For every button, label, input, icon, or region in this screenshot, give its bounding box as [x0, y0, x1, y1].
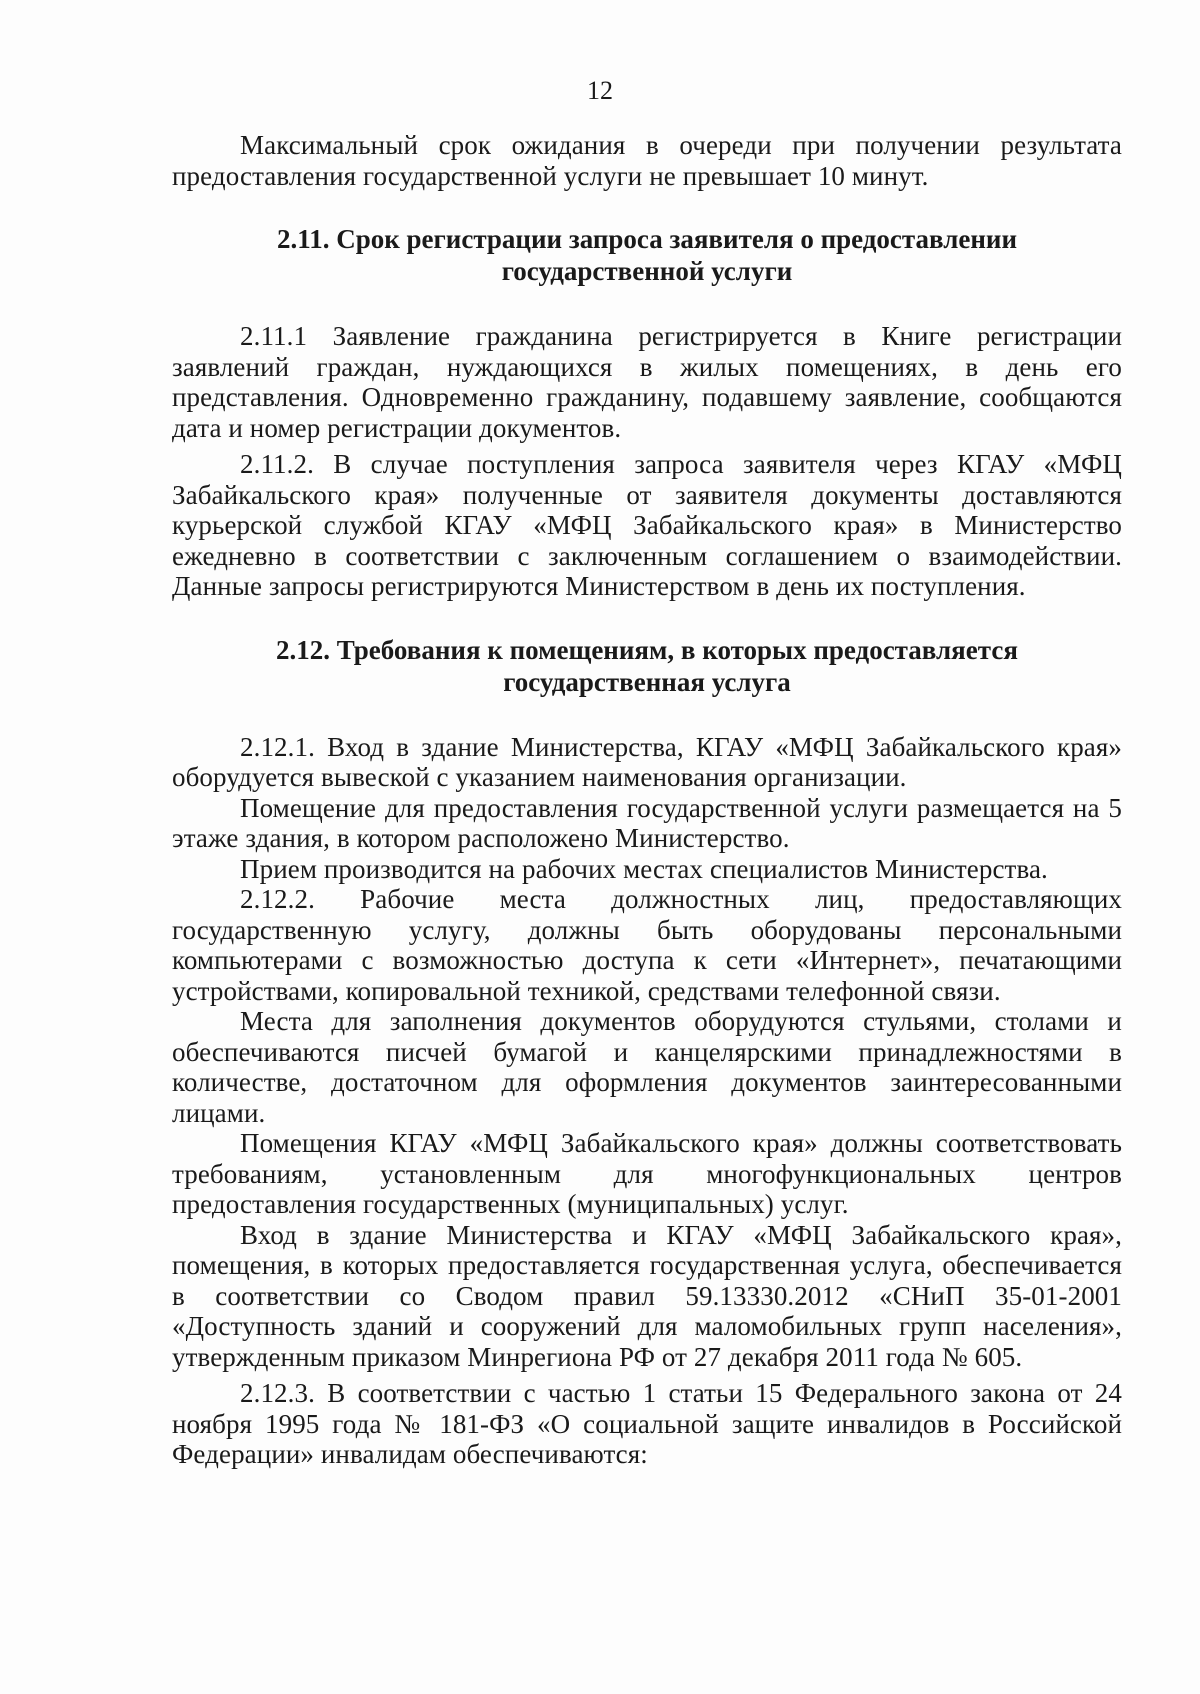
- section-2-11-heading: 2.11. Срок регистрации запроса заявителя о предоставлении государственной услуги: [276, 224, 1018, 286]
- paragraph-reception: Прием производится на рабочих местах специалистов Министерства.: [240, 853, 1048, 884]
- paragraph-filling-places: Места для заполнения документов оборудуются стульями, столами и обеспечиваются писчей бумагой и канцелярскими принадлежностями в количестве, достаточном для оформления документов заинтересованными лицами.: [172, 1006, 1122, 1128]
- intro-paragraph: Максимальный срок ожидания в очереди при получении результата предоставления государственной услуги не превышает 10 минут.: [172, 130, 1122, 191]
- section-2-12-heading: 2.12. Требования к помещениям, в которых предоставляется государственная услуга: [276, 634, 1018, 697]
- paragraph-2-11-1: 2.11.1 Заявление гражданина регистрируется в Книге регистрации заявлений граждан, нуждающихся в жилых помещениях, в день его представления. Одновременно гражданину, подавшему заявление, сообщаются дата и номер регистрации документов.: [172, 321, 1122, 443]
- paragraph-2-12-2: 2.12.2. Рабочие места должностных лиц, предоставляющих государственную услугу, должны быть оборудованы персональными компьютерами с возможностью доступа к сети «Интернет», печатающими устройствами, копировальной техникой, средствами телефонной связи.: [172, 884, 1122, 1006]
- document-body: [172, 130, 1122, 1470]
- paragraph-2-11-2: 2.11.2. В случае поступления запроса заявителя через КГАУ «МФЦ Забайкальского края» полученные от заявителя документы доставляются курьерской службой КГАУ «МФЦ Забайкальского края» в Министерство ежедневно в соответствии с заключенным соглашением о взаимодействии. Данные запросы регистрируются Министерством в день их поступления.: [172, 449, 1122, 601]
- page-number: 12: [587, 76, 613, 105]
- paragraph-2-12-3: 2.12.3. В соответствии с частью 1 статьи 15 Федерального закона от 24 ноября 1995 года № 181-ФЗ «О социальной защите инвалидов в Российской Федерации» инвалидам обеспечиваются:: [172, 1378, 1122, 1469]
- paragraph-premises-floor: Помещение для предоставления государственной услуги размещается на 5 этаже здания, в котором расположено Министерство.: [172, 792, 1122, 853]
- paragraph-2-12-1: 2.12.1. Вход в здание Министерства, КГАУ «МФЦ Забайкальского края» оборудуется вывеской с указанием наименования организации.: [172, 731, 1122, 792]
- paragraph-mfc-premises: Помещения КГАУ «МФЦ Забайкальского края» должны соответствовать требованиям, установленным для многофункциональных центров предоставления государственных (муниципальных) услуг.: [172, 1128, 1122, 1219]
- paragraph-building-entrance: Вход в здание Министерства и КГАУ «МФЦ Забайкальского края», помещения, в которых предоставляется государственная услуга, обеспечивается в соответствии со Сводом правил 59.13330.2012 «СНиП 35-01-2001 «Доступность зданий и сооружений для маломобильных групп населения», утвержденным приказом Минрегиона РФ от 27 декабря 2011 года № 605.: [172, 1219, 1122, 1372]
